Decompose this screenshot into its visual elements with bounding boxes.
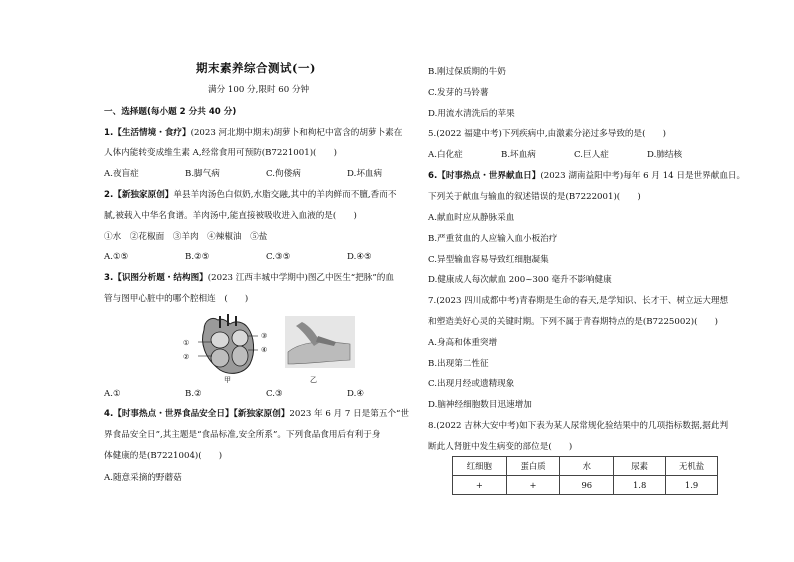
q4-option-b: B.刚过保质期的牛奶	[428, 67, 506, 77]
q1-text1: (2023 河北期中期末)胡萝卜和枸杞中富含的胡萝卜素在	[190, 128, 403, 138]
q6-option-d: D.健康成人每次献血 200~300 毫升不影响健康	[428, 275, 612, 285]
q2-text1: 单县羊肉汤色白似奶,水脂交融,其中的羊肉鲜而不膻,香而不	[173, 190, 397, 200]
q2-line2: 腻,被载入中华名食谱。羊肉汤中,能直接被吸收进入血液的是( )	[104, 211, 357, 221]
section-heading: 一、选择题(每小题 2 分共 40 分)	[104, 107, 237, 117]
q6-line2: 下列关于献血与输血的叙述错误的是(B7222001)( )	[428, 192, 641, 202]
q4-option-d: D.用流水清洗后的苹果	[428, 109, 515, 119]
q2-options	[104, 251, 372, 263]
q2-option-c: C.③⑤	[266, 252, 291, 262]
q4-text1: 2023 年 6 月 7 日是第五个“世	[289, 409, 410, 419]
q2-option-a: A.①⑤	[104, 252, 129, 262]
q2-items: ①水 ②花椒面 ③羊肉 ④辣椒油 ⑤盐	[104, 232, 268, 242]
q6-option-a: A.献血时应从静脉采血	[428, 213, 515, 223]
q5-option-c: C.巨人症	[574, 150, 609, 160]
page-title: 期末素养综合测试(一)	[196, 61, 316, 75]
q2-option-d: D.④⑤	[347, 252, 372, 262]
q3-options	[104, 388, 364, 400]
q3-option-c: C.③	[266, 389, 283, 399]
q5-options	[428, 149, 682, 161]
table-header-cell: 红细胞	[453, 457, 507, 476]
q3-fig-label-2: ②	[183, 353, 190, 361]
table-header-row	[453, 457, 718, 476]
table-cell: 1.9	[666, 476, 718, 495]
q4-line2: 界食品安全日”,其主题是“食品标准,安全所系”。下列食品食用后有利于身	[104, 430, 381, 440]
urine-test-table	[452, 456, 718, 495]
table-cell: +	[506, 476, 560, 495]
q5-option-b: B.坏血病	[501, 150, 536, 160]
q7-line1: 7.(2023 四川成都中考)青春期是生命的春天,是学知识、长才干、树立远大理想	[428, 296, 729, 306]
q7-line2: 和塑造美好心灵的关键时期。下列不属于青春期特点的是(B7225002)( )	[428, 317, 719, 327]
q3-option-b: B.②	[185, 389, 202, 399]
heart-diagram	[198, 314, 258, 373]
q3-caption-yi: 乙	[310, 376, 317, 384]
q6-option-b: B.严重贫血的人应输入血小板治疗	[428, 234, 558, 244]
q7-option-b: B.出现第二性征	[428, 359, 489, 369]
q6-text1: (2023 湖南益阳中考)每年 6 月 14 日是世界献血日。	[540, 171, 746, 181]
q7-option-c: C.出现月经或遗精现象	[428, 379, 515, 389]
table-cell: 96	[560, 476, 614, 495]
pulse-photo	[285, 316, 355, 368]
q4-line3: 体健康的是(B7221004)( )	[104, 451, 223, 461]
q1-line2: 人体内能转变成维生素 A,经常食用可预防(B7221001)( )	[104, 148, 337, 158]
table-cell: +	[453, 476, 507, 495]
q3-option-a: A.①	[104, 389, 121, 399]
q2-tag: 2.【新独家原创】	[104, 190, 174, 200]
q8-line1: 8.(2022 吉林大安中考)如下表为某人尿常规化验结果中的几项指标数据,据此判	[428, 421, 729, 431]
q3-line2: 管与图甲心脏中的哪个腔相连 ( )	[104, 294, 249, 304]
q1-options	[104, 168, 382, 180]
q2-option-b: B.②⑤	[185, 252, 210, 262]
q7-option-a: A.身高和体重突增	[428, 338, 498, 348]
q8-line2: 断此人肾脏中发生病变的部位是( )	[428, 442, 573, 452]
q2-line1	[104, 189, 396, 201]
q6-option-c: C.异型输血容易导致红细胞凝集	[428, 255, 549, 265]
q4-tag: 4.【时事热点・世界食品安全日】【新独家原创】	[104, 409, 290, 419]
q6-line1	[428, 170, 745, 182]
q3-text1: (2023 江西丰城中学期中)图乙中医生“把脉”的血	[207, 273, 394, 283]
q3-option-d: D.④	[347, 389, 365, 399]
table-header-cell: 尿素	[614, 457, 666, 476]
table-cell: 1.8	[614, 476, 666, 495]
q5-option-a: A.白化症	[428, 150, 463, 160]
q3-fig-label-1: ①	[183, 339, 190, 347]
q3-fig-label-3: ③	[261, 332, 268, 340]
q1-option-d: D.坏血病	[347, 169, 383, 179]
q1-tag: 1.【生活情境・食疗】	[104, 128, 191, 138]
q1-option-a: A.夜盲症	[104, 169, 139, 179]
table-row	[453, 476, 718, 495]
q6-tag: 6.【时事热点・世界献血日】	[428, 171, 541, 181]
table-header-cell: 无机盐	[666, 457, 718, 476]
q1-option-c: C.佝偻病	[266, 169, 301, 179]
q1-line1	[104, 127, 402, 139]
q1-option-b: B.脚气病	[185, 169, 220, 179]
table-header-cell: 水	[560, 457, 614, 476]
q3-caption-jia: 甲	[224, 376, 231, 384]
table-header-cell: 蛋白质	[506, 457, 560, 476]
q5-stem: 5.(2022 福建中考)下列疾病中,由激素分泌过多导致的是( )	[428, 129, 667, 139]
q3-fig-label-4: ④	[261, 346, 268, 354]
q4-option-a: A.随意采摘的野蘑菇	[104, 473, 182, 483]
q4-line1	[104, 408, 409, 420]
q5-option-d: D.肺结核	[647, 150, 683, 160]
q7-option-d: D.脑神经细胞数目迅速增加	[428, 400, 532, 410]
q3-line1	[104, 272, 394, 284]
page-subtitle: 满分 100 分,限时 60 分钟	[208, 85, 310, 95]
q4-option-c: C.发芽的马铃薯	[428, 88, 489, 98]
q3-figure	[190, 312, 360, 380]
q3-tag: 3.【识图分析题・结构图】	[104, 273, 208, 283]
